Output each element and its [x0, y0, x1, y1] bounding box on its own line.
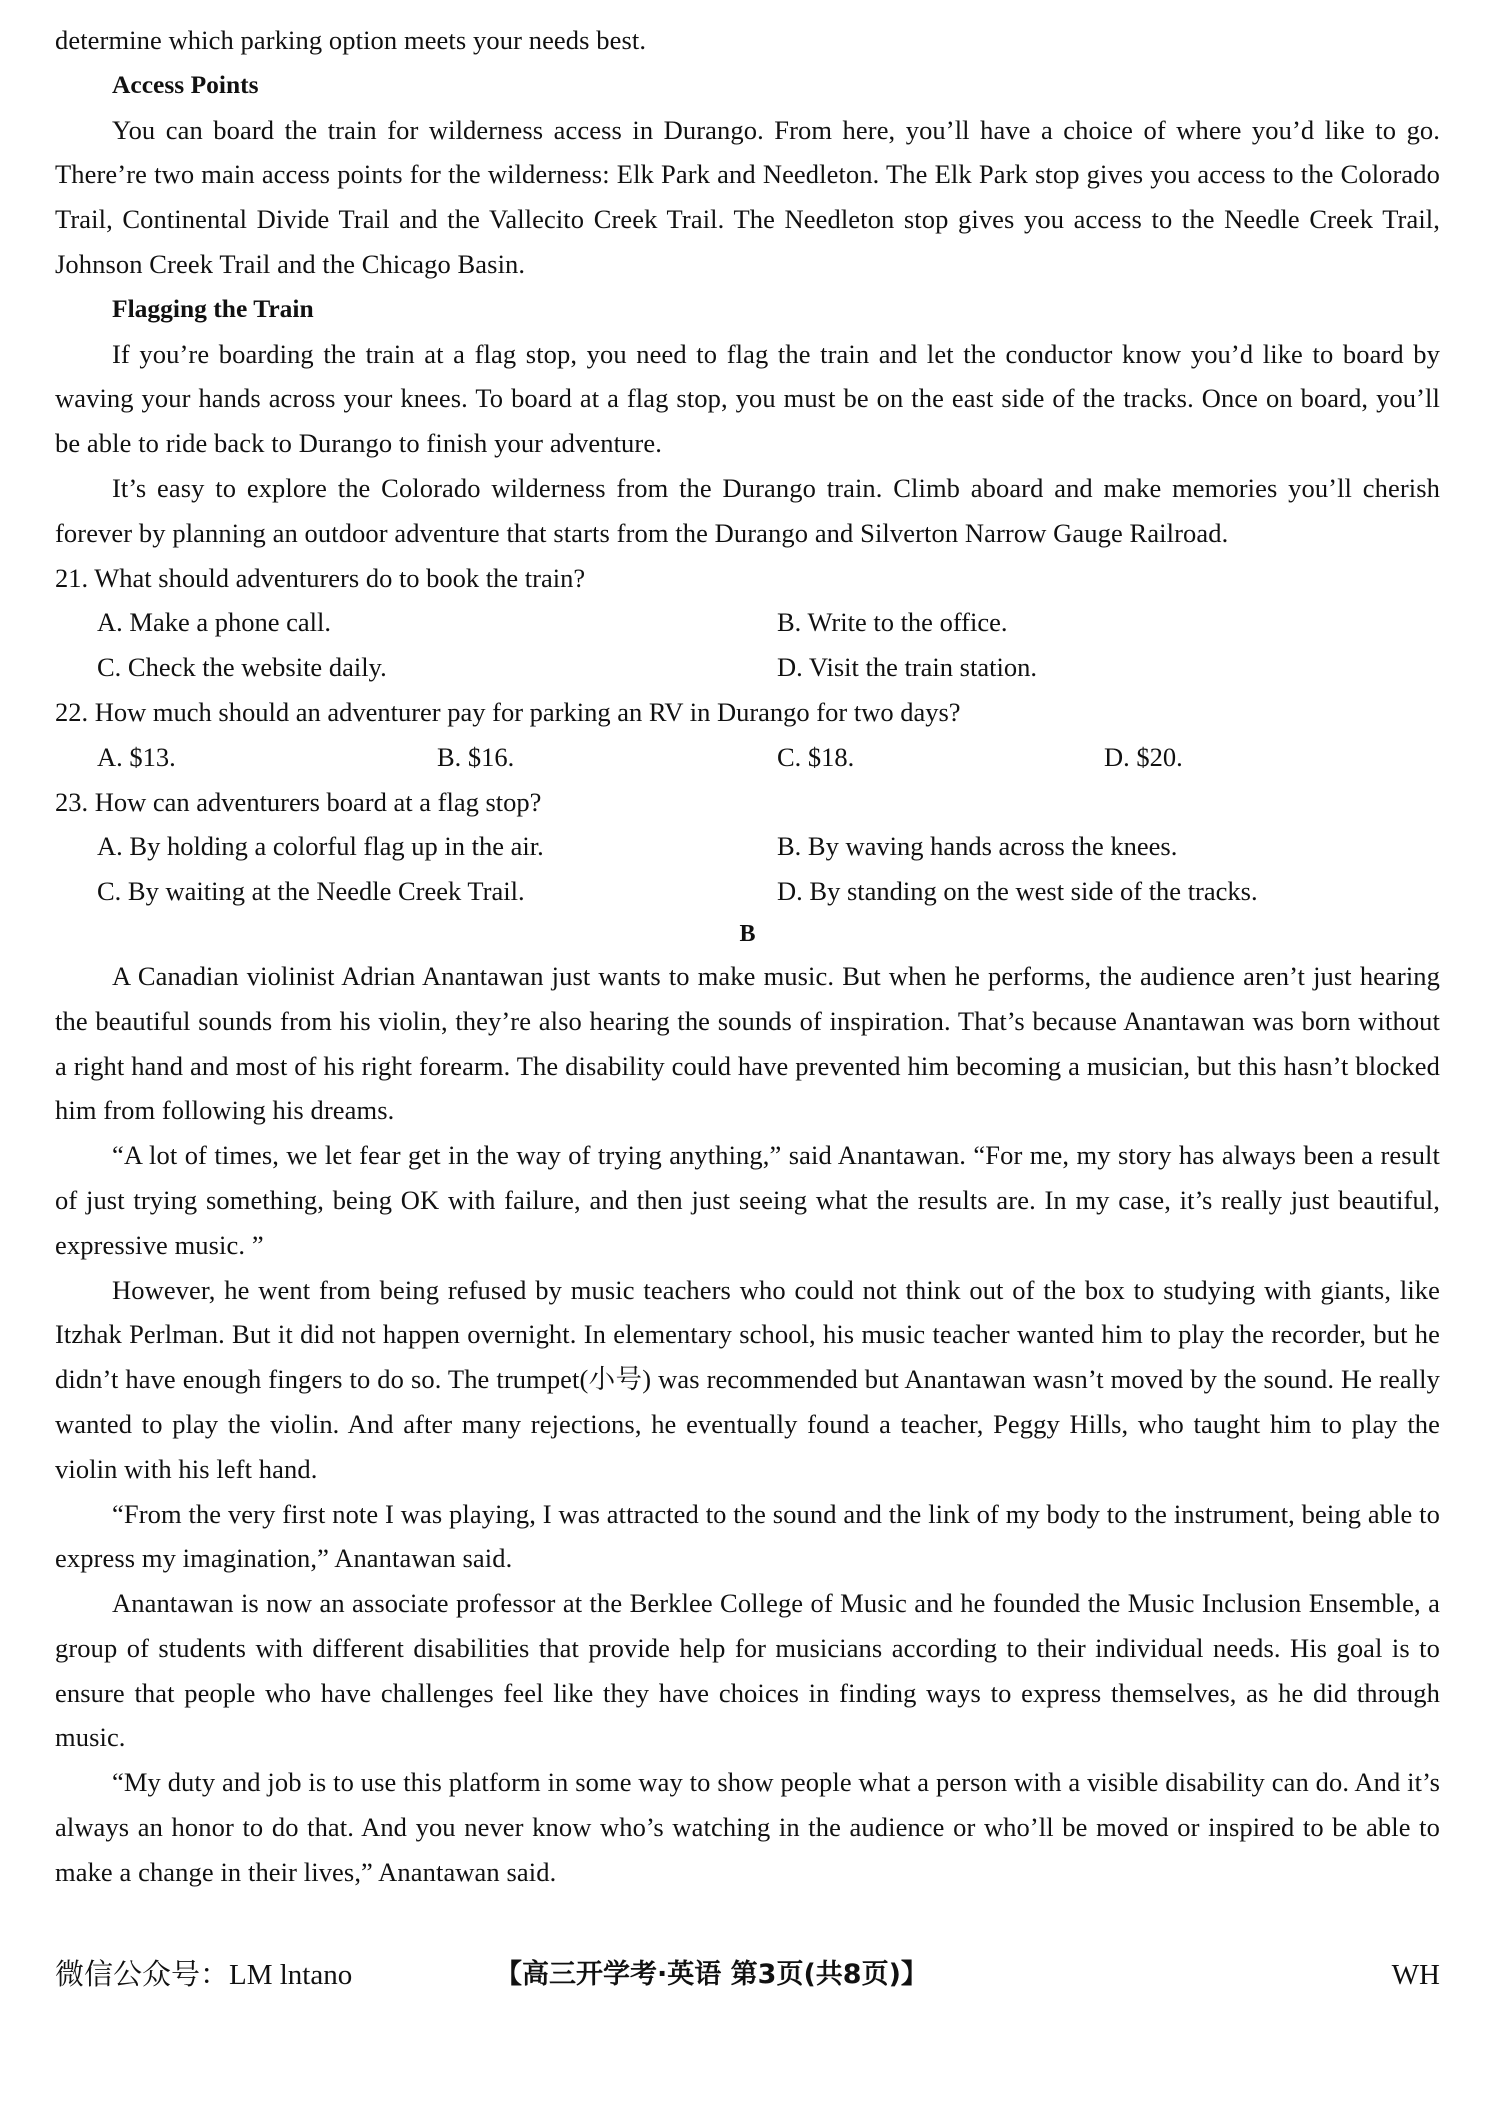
- access-points-heading: Access Points: [112, 69, 259, 99]
- exam-page: [55, 18, 1440, 1895]
- question-23: [55, 780, 1440, 914]
- footer-wechat-account: 微信公众号：LM lntano: [55, 1959, 353, 1991]
- passage-b-paragraph-2: “A lot of times, we let fear get in the way of trying anything,” said Anantawan. “For me, my story has always been a result of just trying something, being OK with failure, and then just seeing what the results are. In my case, it’s really just beautiful, expressive music. ”: [55, 1140, 1440, 1260]
- option-b: B. $16.: [437, 741, 515, 772]
- passage-b-paragraph-4: “From the very first note I was playing, I was attracted to the sound and the link of my body to the instrument, being able to express my imagination,” Anantawan said.: [55, 1498, 1440, 1574]
- intro-line: determine which parking option meets your needs best.: [55, 25, 647, 55]
- access-points-paragraph: You can board the train for wilderness access in Durango. From here, you’ll have a choice of where you’d like to go. There’re two main access points for the wilderness: Elk Park and Needleton. The Elk Park stop gives you access to the Colorado Trail, Continental Divide Trail and the Vallecito Creek Trail. The Needleton stop gives you access to the Needle Creek Trail, Johnson Creek Trail and the Chicago Basin.: [55, 114, 1440, 279]
- option-c: C. Check the website daily.: [97, 652, 387, 683]
- option-a: A. Make a phone call.: [97, 607, 331, 638]
- passage-b-paragraph-5: Anantawan is now an associate professor at the Berklee College of Music and he founded the Music Inclusion Ensemble, a group of students with different disabilities that provide help for musicians according to their individual needs. His goal is to ensure that people who have challenges feel like they have choices in finding ways to express themselves, as he did through music.: [55, 1588, 1440, 1753]
- section-b-label: B: [739, 920, 756, 947]
- flagging-heading: Flagging the Train: [112, 293, 314, 323]
- page-footer: [55, 1950, 1440, 2000]
- passage-b-paragraph-6: “My duty and job is to use this platform in some way to show people what a person with a visible disability can do. And it’s always an honor to do that. And you never know who’s watching in the audience or who’ll be moved or inspired to be able to make a change in their lives,” Anantawan said.: [55, 1767, 1440, 1887]
- option-a: A. $13.: [97, 741, 176, 772]
- footer-code: WH: [1391, 1959, 1440, 1991]
- options: [55, 600, 1440, 690]
- question-stem: 21. What should adventurers do to book the train?: [55, 562, 586, 593]
- option-b: B. Write to the office.: [777, 607, 1008, 638]
- options: [55, 824, 1440, 914]
- options: [55, 735, 1440, 780]
- flagging-paragraph: If you’re boarding the train at a flag stop, you need to flag the train and let the conductor know you’d like to board by waving your hands across your knees. To board at a flag stop, you must be on the east side of the tracks. Once on board, you’ll be able to ride back to Durango to finish your adventure.: [55, 338, 1440, 459]
- option-a: A. By holding a colorful flag up in the air.: [97, 831, 544, 862]
- question-stem: 23. How can adventurers board at a flag stop?: [55, 786, 542, 817]
- question-21: [55, 556, 1440, 690]
- passage-b-paragraph-3: However, he went from being refused by music teachers who could not think out of the box to studying with giants, like Itzhak Perlman. But it did not happen overnight. In elementary school, his music teacher wanted him to play the recorder, but he didn’t have enough fingers to do so. The trumpet(小号) was recommended but Anantawan wasn’t moved by the sound. He really wanted to play the violin. And after many rejections, he eventually found a teacher, Peggy Hills, who taught him to play the violin with his left hand.: [55, 1274, 1440, 1484]
- closing-paragraph: It’s easy to explore the Colorado wilderness from the Durango train. Climb aboard and make memories you’ll cherish forever by planning an outdoor adventure that starts from the Durango and Silverton Narrow Gauge Railroad.: [55, 472, 1440, 548]
- option-d: D. $20.: [1104, 741, 1183, 772]
- option-b: B. By waving hands across the knees.: [777, 831, 1178, 862]
- option-c: C. $18.: [777, 741, 855, 772]
- option-c: C. By waiting at the Needle Creek Trail.: [97, 876, 525, 907]
- question-22: [55, 690, 1440, 780]
- question-stem: 22. How much should an adventurer pay for parking an RV in Durango for two days?: [55, 696, 961, 727]
- option-d: D. Visit the train station.: [777, 652, 1037, 683]
- passage-b-paragraph-1: A Canadian violinist Adrian Anantawan just wants to make music. But when he performs, the audience aren’t just hearing the beautiful sounds from his violin, they’re also hearing the sounds of inspiration. That’s because Anantawan was born without a right hand and most of his right forearm. The disability could have prevented him becoming a musician, but this hasn’t blocked him from following his dreams.: [55, 960, 1440, 1126]
- option-d: D. By standing on the west side of the tracks.: [777, 876, 1258, 907]
- footer-page-info: 【高三开学考·英语 第3页(共8页)】: [495, 1959, 928, 1990]
